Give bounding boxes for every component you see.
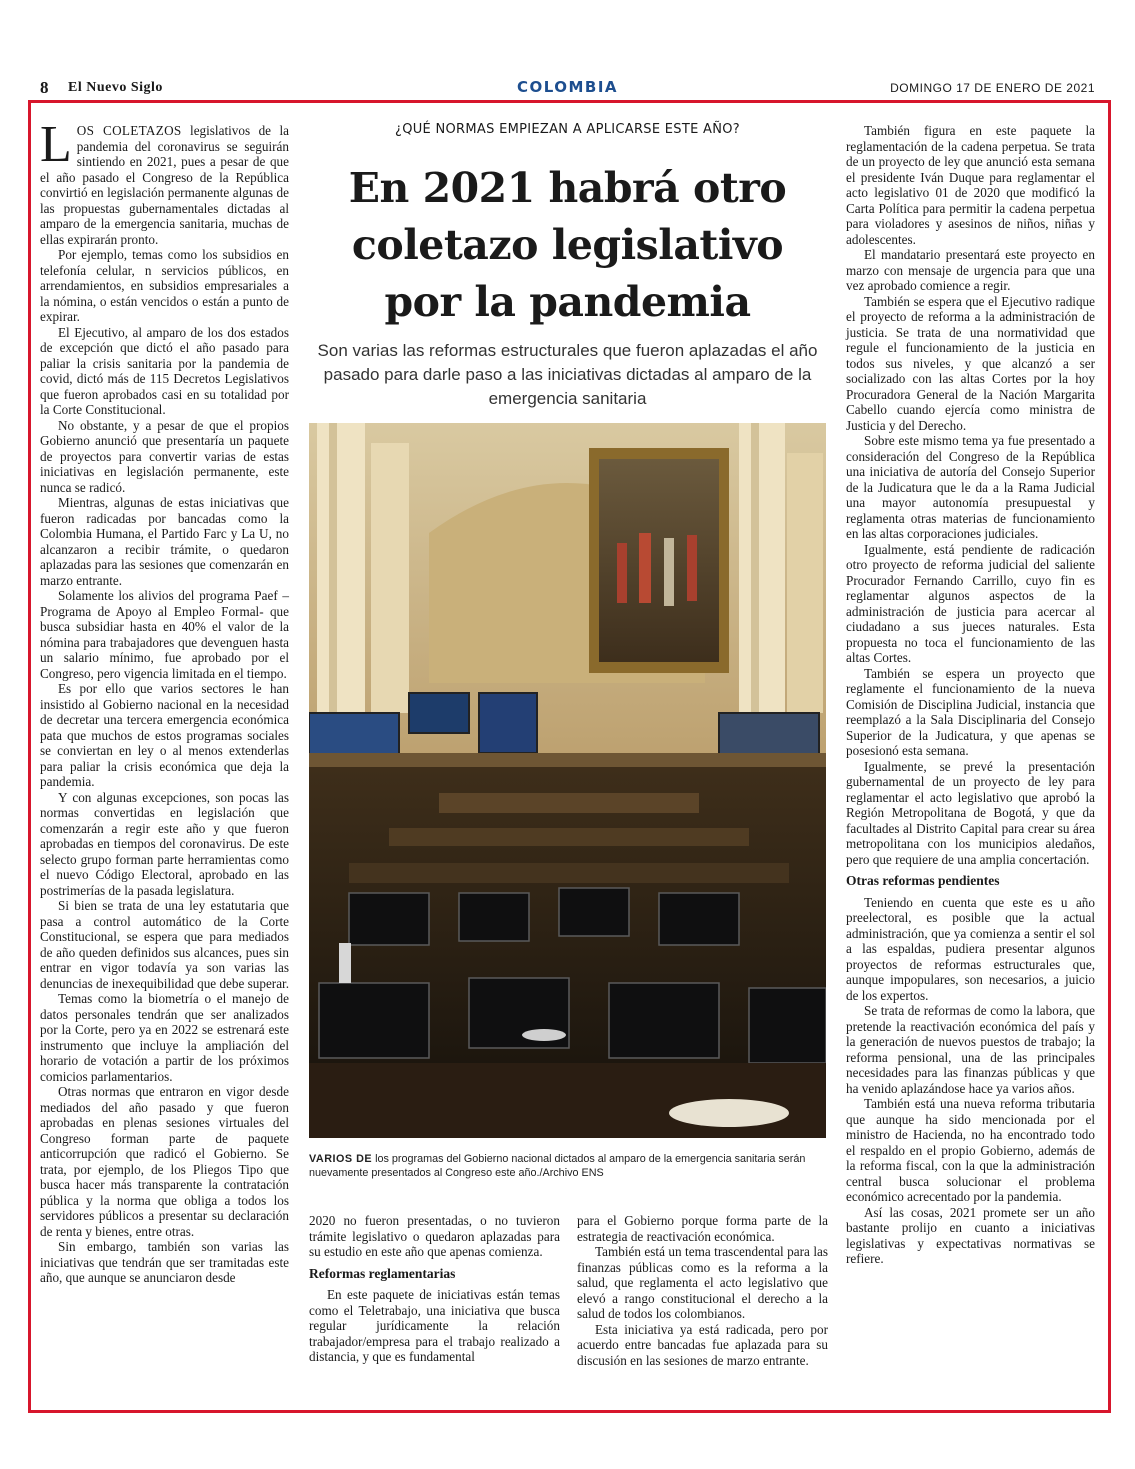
body-paragraph: También está un tema trascendental para las finanzas públicas como es la reforma a la salud, que reglamenta el acto legislativo que elevó a rango constitucional el derecho a la salud de todos los colombianos.: [577, 1244, 828, 1321]
body-paragraph: Así las cosas, 2021 promete ser un año bastante prolijo en cuanto a iniciativas legislativas y expectativas normativas se refiere.: [846, 1204, 1095, 1266]
body-paragraph: Esta iniciativa ya está radicada, pero por acuerdo entre bancadas fue aplazada para su discusión en las sesiones de marzo entrante.: [577, 1321, 828, 1368]
body-paragraph: También se espera que el Ejecutivo radique el proyecto de reforma a la administración de justicia. Se trata de una normatividad que regule el funcionamiento de la justicia en todos sus niveles, y que alcanzó a ser socializado con las altas Cortes por la hoy Procuradora General de la Nación Margarita Cabello cuando ejercía como ministra de Justicia y del Derecho.: [846, 293, 1095, 433]
page-folio: [40, 78, 1095, 100]
body-paragraph: Mientras, algunas de estas iniciativas que fueron radicadas por bancadas como la Colombia Humana, el Partido Farc y La U, no alcanzaron a recibir trámite, o quedaron aplazadas para las sesiones que comenzarán en marzo entrante.: [40, 495, 289, 588]
body-paragraph: Es por ello que varios sectores le han insistido al Gobierno nacional en la necesidad de decretar una tercera emergencia económica pata que muchos de estos programas sociales se conviertan en ley o al menos extenderlas para paliar la crisis económica que deja la pandemia.: [40, 681, 289, 789]
body-paragraph: El Ejecutivo, al amparo de los dos estados de excepción que dictó el año pasado para paliar la crisis sanitaria por la pandemia de covid, dictó más de 115 Decretos Legislativos que fueron aprobados casi en su totalidad por la Corte Constitucional.: [40, 324, 289, 417]
congress-chamber-photo: [309, 423, 826, 1138]
body-paragraph: Sin embargo, también son varias las iniciativas que tendrán que ser tramitadas este año, que aunque se anunciaron desde: [40, 1239, 289, 1285]
article-column-3: [309, 1213, 560, 1365]
section-label: COLOMBIA: [516, 78, 619, 96]
body-paragraph: También figura en este paquete la reglamentación de la cadena perpetua. Se trata de un proyecto de ley que anunció esta semana el presidente Iván Duque para reglamentar el acto legislativo 01 de 2020 que modificó la Carta Política para permitir la cadena perpetua para violadores y asesinos de niños, niñas y adolescentes.: [846, 123, 1095, 247]
issue-date: DOMINGO 17 DE ENERO DE 2021: [890, 81, 1095, 95]
article-column-5: [846, 123, 1095, 1267]
article-deck: Son varias las reformas estructurales que fueron aplazadas el año pasado para darle paso a las iniciativas dictadas al amparo de la emergencia sanitaria: [317, 341, 818, 408]
subheading: Otras reformas pendientes: [846, 873, 1000, 888]
body-paragraph: No obstante, y a pesar de que el propios Gobierno anunció que presentaría un paquete de proyectos para convertir varias de estas iniciativas en legislación permanente, este nunca se radicó.: [40, 417, 289, 495]
lead-paragraph: [40, 116, 289, 247]
body-paragraph: 2020 no fueron presentadas, o no tuvieron trámite legislativo o quedaron aplazadas para su estudio en este año que apenas comienza.: [309, 1213, 560, 1259]
body-paragraph: El mandatario presentará este proyecto en marzo con mensaje de urgencia para que una vez aprobado comience a regir.: [846, 247, 1095, 293]
body-paragraph: Otras normas que entraron en vigor desde mediados del año pasado y que fueron aprobadas en plenas sesiones virtuales del Congreso forman parte de paquete anticorrupción que radicó el Gobierno. Se trata, por ejemplo, de los Pliegos Tipo que busca hacer más transparente la contratación pública y la norma que obliga a todos los servidores públicos a presentar su declaración de renta y bienes, entre otras.: [40, 1084, 289, 1239]
body-paragraph: También está una nueva reforma tributaria que aunque ha sido mencionada por el ministro de Hacienda, no ha encontrado todo el respaldo en el propio Gobierno, además de la reforma fiscal, con la que la administración central busca solucionar el problema económico acrecentado por la pandemia.: [846, 1096, 1095, 1204]
article-kicker: ¿QUÉ NORMAS EMPIEZAN A APLICARSE ESTE AÑO?: [395, 122, 740, 137]
subheading: Reformas reglamentarias: [309, 1265, 456, 1281]
caption-text: los programas del Gobierno nacional dictados al amparo de la emergencia sanitaria serán nuevamente presentados al Congreso este año./Archivo ENS: [309, 1153, 806, 1179]
body-paragraph: Se trata de reformas de como la labora, que pretende la reactivación económica del país y la generación de nuevos puestos de trabajo; la reforma pensional, una de las principales necesidades para las finanzas públicas y que ha venido aplazándose hace ya varios años.: [846, 1003, 1095, 1096]
body-paragraph: Igualmente, está pendiente de radicación otro proyecto de reforma judicial del saliente Procurador Fernando Carrillo, cuyo fin es reglamentar algunos aspectos de la administración de justicia para acercar al ciudadano a sus jueces naturales. Esta propuesta no toca el funcionamiento de las altas Cortes.: [846, 541, 1095, 665]
body-paragraph: Solamente los alivios del programa Paef –Programa de Apoyo al Empleo Formal- que busca subsidiar hasta en 40% el valor de la nómina para trabajadores que devenguen hasta un salario mínimo, fue aprobado por el Congreso, pero vigencia limitada en el tiempo.: [40, 588, 289, 681]
body-paragraph: También se espera un proyecto que reglamente el funcionamiento de la nueva Comisión de Disciplina Judicial, instancia que reemplazó a la Sala Disciplinaria del Consejo Superior de la Judicatura, y que apenas se posesionó esta semana.: [846, 665, 1095, 758]
photo-caption: [309, 1152, 826, 1180]
body-paragraph: Si bien se trata de una ley estatutaria que pasa a control automático de la Corte Constitucional, se espera que para mediados de año queden definidos sus alcances, pues sin entrar en vigor todavía ya son varias las denuncias de inexequibilidad que debe superar.: [40, 898, 290, 991]
article-column-4: [577, 1213, 828, 1368]
drop-cap: L: [40, 116, 72, 173]
body-paragraph: Temas como la biometría o el manejo de datos personales tendrán que ser analizados por la Corte, pero ya en 2022 se estrenará este instrumento que incluye la ampliación del horario de votación a partir de los próximos comicios parlamentarios.: [40, 991, 289, 1084]
lead-caps: OS COLETAZOS: [76, 123, 182, 138]
lead-text: legislativos de la pandemia del coronavirus se seguirán sintiendo en 2021, pues a pesar de que el año pasado el Congreso de la República convirtió en legislación permanente algunas de las propuestas gubernamentales dictadas al amparo de la emergencia sanitaria, muchas de ellas expirarán pronto.: [40, 123, 289, 247]
article-column-1: [40, 116, 290, 1286]
body-paragraph: Igualmente, se prevé la presentación gubernamental de un proyecto de ley para reglamentar el acto legislativo que aprobó la Región Metropolitana de Bogotá, y que da facultades al Distrito Capital para crear su área metropolitana con los municipios aledaños, pero que requiere de una amplia concertación.: [846, 758, 1095, 867]
page-number: 8: [40, 78, 49, 97]
body-paragraph: Y con algunas excepciones, son pocas las normas convertidas en legislación que comenzarán a regir este año y que fueron aprobadas en tiempos del coronavirus. De este selecto grupo forman parte herramientas como el nuevo Código Electoral, aprobado en las postrimerías de la pasada legislatura.: [40, 789, 289, 898]
caption-lead: VARIOS DE: [309, 1153, 373, 1165]
photo-illustration: [309, 423, 826, 1138]
body-paragraph: En este paquete de iniciativas están temas como el Teletrabajo, una iniciativa que busca regular jurídicamente la relación trabajador/empresa para el trabajo realizado a distancia, y que es fundamental: [309, 1287, 560, 1364]
body-paragraph: Sobre este mismo tema ya fue presentado a consideración del Congreso de la República una iniciativa de autoría del Consejo Superior de la Judicatura que le da a la Rama Judicial una mayor autonomía presupuestal y reglamenta otras materias de funcionamiento en las altas corporaciones judiciales.: [846, 433, 1095, 541]
newspaper-brand: El Nuevo Siglo: [68, 80, 163, 95]
body-paragraph: Teniendo en cuenta que este es u año preelectoral, es posible que la actual administración, que ya comienza a sentir el sol a las espaldas, pudiera presentar algunos proyectos de reformas estructurales que, aunque impopulares, son necesarios, a juicio de los expertos.: [846, 894, 1095, 1003]
article-headline: En 2021 habrá otro coletazo legislativo por la pandemia: [348, 164, 787, 326]
body-paragraph: para el Gobierno porque forma parte de la estrategia de reactivación económica.: [577, 1213, 828, 1244]
body-paragraph: Por ejemplo, temas como los subsidios en telefonía celular, n servicios públicos, en arrendamientos, en subsidios empresariales a la nómina, o están vencidos o están a punto de expirar.: [40, 247, 289, 324]
